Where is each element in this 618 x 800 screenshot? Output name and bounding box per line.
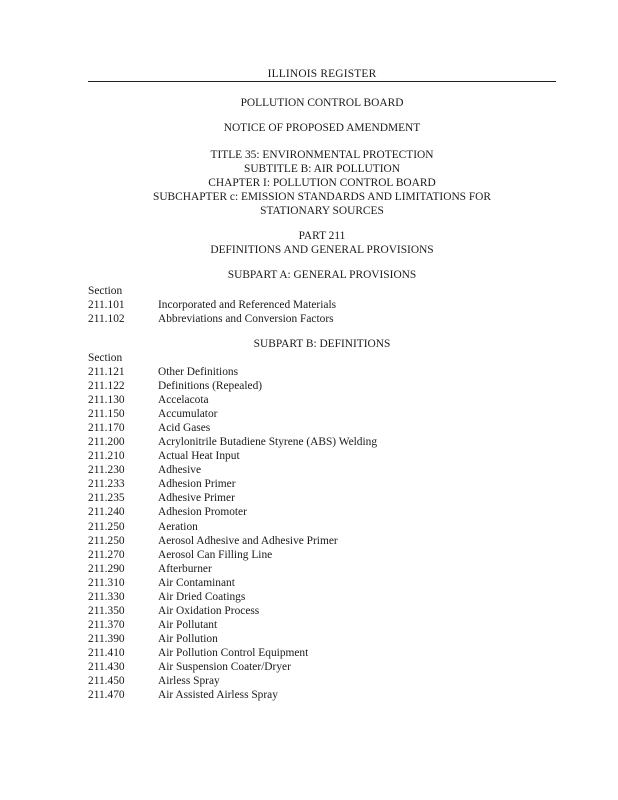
section-title: Aerosol Can Filling Line (158, 548, 273, 561)
section-title: Incorporated and Referenced Materials (158, 299, 337, 311)
subtitle-line: SUBTITLE B: AIR POLLUTION (244, 163, 400, 175)
header-rule (88, 81, 556, 82)
toc-entry (88, 660, 558, 674)
section-title: Adhesion Primer (158, 478, 236, 491)
section-title: Airless Spray (158, 675, 220, 688)
toc-entry (88, 449, 558, 463)
board-name: POLLUTION CONTROL BOARD (240, 97, 404, 109)
section-title: Accumulator (158, 408, 218, 421)
section-number: 211.450 (88, 675, 125, 688)
section-number: 211.430 (88, 660, 125, 673)
section-number: 211.310 (88, 576, 125, 589)
section-label: Section (88, 285, 123, 297)
section-number: 211.350 (88, 604, 125, 617)
section-title: Aeration (158, 520, 198, 533)
section-number: 211.250 (88, 520, 125, 533)
section-number: 211.122 (88, 380, 125, 393)
toc-entry (88, 365, 558, 379)
section-number: 211.233 (88, 478, 125, 491)
subpart-a-contents (88, 298, 558, 326)
toc-entry (88, 590, 558, 604)
toc-entry (88, 435, 558, 449)
section-number: 211.410 (88, 646, 125, 659)
toc-entry (88, 379, 558, 393)
section-number: 211.470 (88, 689, 125, 702)
section-title: Adhesion Promoter (158, 506, 247, 519)
section-title: Definitions (Repealed) (158, 380, 263, 393)
toc-entry (88, 477, 558, 491)
subpart-b-heading: SUBPART B: DEFINITIONS (253, 338, 391, 350)
section-title: Air Pollutant (158, 618, 218, 631)
toc-entry (88, 520, 558, 534)
section-number: 211.290 (88, 562, 125, 575)
section-number: 211.101 (88, 299, 125, 311)
toc-entry (88, 421, 558, 435)
toc-entry (88, 491, 558, 505)
section-number: 211.150 (88, 408, 125, 421)
section-title: Air Oxidation Process (158, 604, 260, 617)
section-title: Aerosol Adhesive and Adhesive Primer (158, 534, 338, 547)
section-number: 211.230 (88, 464, 125, 477)
toc-entry (88, 298, 558, 312)
section-title: Accelacota (158, 394, 209, 407)
toc-entry (88, 534, 558, 548)
toc-entry (88, 674, 558, 688)
toc-entry (88, 688, 558, 702)
title-line: TITLE 35: ENVIRONMENTAL PROTECTION (210, 149, 434, 161)
section-number: 211.250 (88, 534, 125, 547)
subpart-a-heading: SUBPART A: GENERAL PROVISIONS (227, 269, 417, 281)
section-number: 211.240 (88, 506, 125, 519)
section-number: 211.390 (88, 632, 125, 645)
toc-entry (88, 312, 558, 326)
toc-entry (88, 562, 558, 576)
toc-entry (88, 463, 558, 477)
toc-entry (88, 618, 558, 632)
section-number: 211.200 (88, 436, 125, 449)
toc-entry (88, 548, 558, 562)
subpart-b-contents (88, 365, 558, 702)
section-title: Air Dried Coatings (158, 590, 246, 603)
section-title: Abbreviations and Conversion Factors (158, 313, 334, 326)
section-title: Air Pollution Control Equipment (158, 646, 309, 659)
subchapter-continued-line: STATIONARY SOURCES (260, 205, 384, 217)
section-title: Acrylonitrile Butadiene Styrene (ABS) Welding (158, 436, 378, 449)
section-number: 211.235 (88, 492, 125, 505)
section-title: Afterburner (158, 562, 212, 575)
section-title: Air Suspension Coater/Dryer (158, 660, 291, 673)
section-number: 211.370 (88, 618, 125, 631)
section-title: Air Contaminant (158, 576, 235, 589)
section-number: 211.130 (88, 394, 125, 407)
section-number: 211.210 (88, 450, 125, 463)
part-title: DEFINITIONS AND GENERAL PROVISIONS (210, 244, 434, 256)
part-number: PART 211 (298, 230, 346, 242)
running-head: ILLINOIS REGISTER (267, 68, 377, 80)
toc-entry (88, 604, 558, 618)
section-title: Actual Heat Input (158, 450, 240, 463)
section-title: Air Pollution (158, 632, 218, 645)
section-title: Adhesive Primer (158, 492, 235, 505)
section-number: 211.270 (88, 548, 125, 561)
section-number: 211.102 (88, 313, 125, 326)
toc-entry (88, 407, 558, 421)
section-title: Adhesive (158, 464, 202, 477)
section-title: Air Assisted Airless Spray (158, 689, 278, 702)
notice-heading: NOTICE OF PROPOSED AMENDMENT (223, 122, 421, 134)
section-title: Other Definitions (158, 366, 239, 378)
toc-entry (88, 646, 558, 660)
section-number: 211.330 (88, 590, 125, 603)
toc-entry (88, 632, 558, 646)
subchapter-line: SUBCHAPTER c: EMISSION STANDARDS AND LIMITATIONS FOR (152, 191, 492, 203)
toc-entry (88, 393, 558, 407)
section-number: 211.170 (88, 422, 125, 435)
toc-entry (88, 576, 558, 590)
section-title: Acid Gases (158, 422, 211, 435)
toc-entry (88, 505, 558, 519)
section-number: 211.121 (88, 366, 125, 378)
section-label: Section (88, 352, 123, 364)
chapter-line: CHAPTER I: POLLUTION CONTROL BOARD (208, 177, 436, 189)
